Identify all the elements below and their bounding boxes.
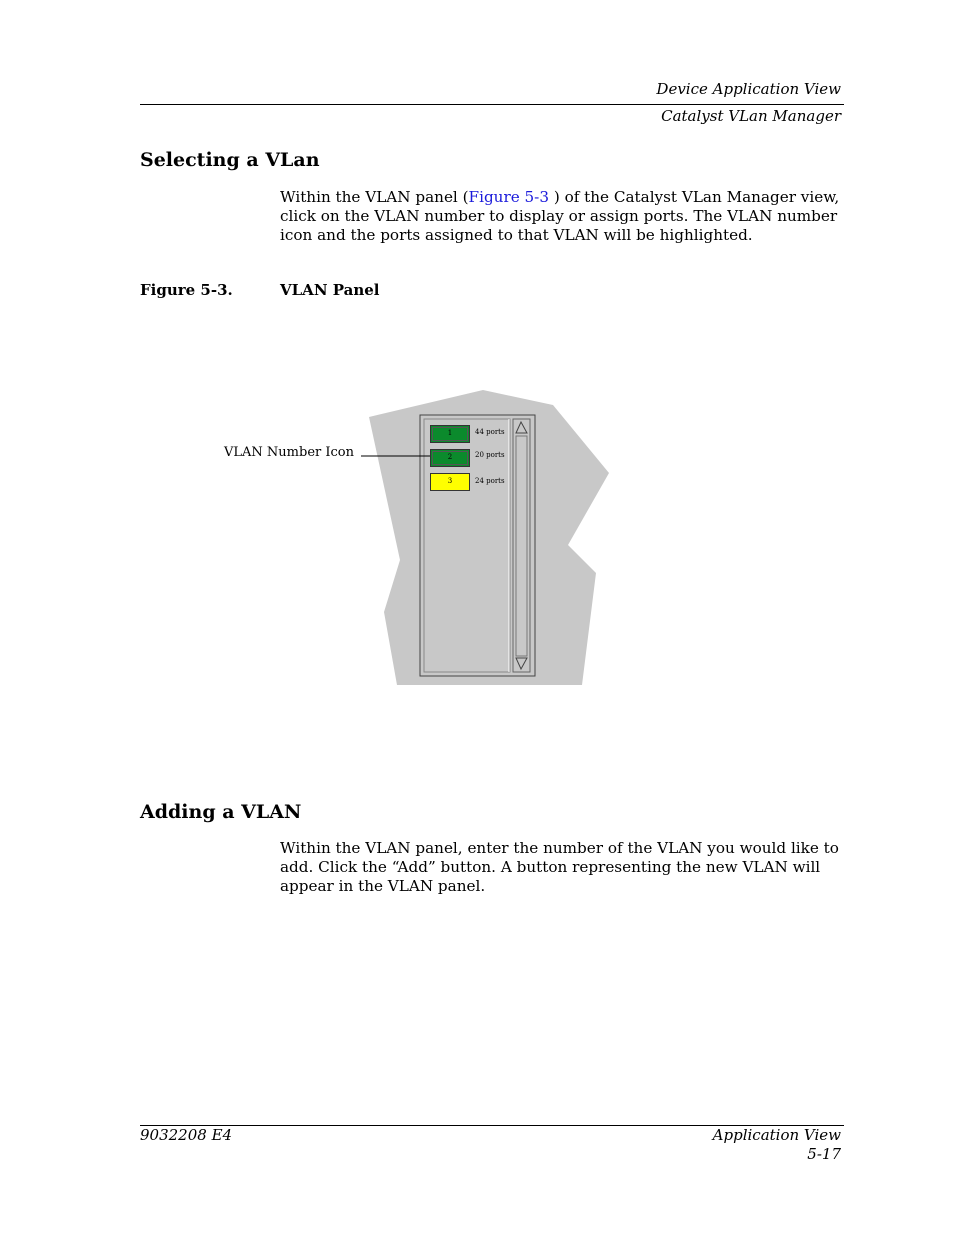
running-header-subtitle: Catalyst VLan Manager xyxy=(661,107,841,125)
vlan-1-port-count: 44 ports xyxy=(475,428,505,436)
document-number: 9032208 E4 xyxy=(140,1126,233,1144)
vlan-1-button[interactable] xyxy=(430,425,470,443)
page-number: 5-17 xyxy=(807,1145,841,1163)
figure-number: Figure 5-3. xyxy=(140,281,233,299)
section-title-adding: Adding a VLAN xyxy=(140,801,302,823)
vlan-2-port-count: 20 ports xyxy=(475,451,505,459)
vlan-number: 3 xyxy=(447,477,453,485)
vlan-3-button[interactable] xyxy=(430,473,470,491)
section-paragraph-adding: Within the VLAN panel, enter the number of the VLAN you would like to add. Click the “Add” button. A button representing the new VLAN will appear in the VLAN panel. xyxy=(280,839,839,895)
paragraph-text: Within the VLAN panel ( xyxy=(280,188,469,206)
vlan-2-button[interactable] xyxy=(430,449,470,467)
section-title-selecting: Selecting a VLan xyxy=(140,149,320,171)
vlan-3-port-count: 24 ports xyxy=(475,477,505,485)
callout-label: VLAN Number Icon xyxy=(224,445,354,460)
scrollbar-trough xyxy=(516,436,527,656)
running-header-title: Device Application View xyxy=(656,80,841,98)
footer-section: Application View xyxy=(712,1126,841,1144)
vlan-number: 1 xyxy=(447,429,453,437)
vlan-number: 2 xyxy=(447,453,453,461)
figure-link[interactable]: Figure 5-3 xyxy=(468,188,554,206)
paragraph-text: ) of the Catalyst VLan Manager view, click on the VLAN number to display or assign ports. The VLAN number icon and the ports assigned to that VLAN will be highlighted. xyxy=(280,188,840,244)
figure-title: VLAN Panel xyxy=(280,281,380,299)
